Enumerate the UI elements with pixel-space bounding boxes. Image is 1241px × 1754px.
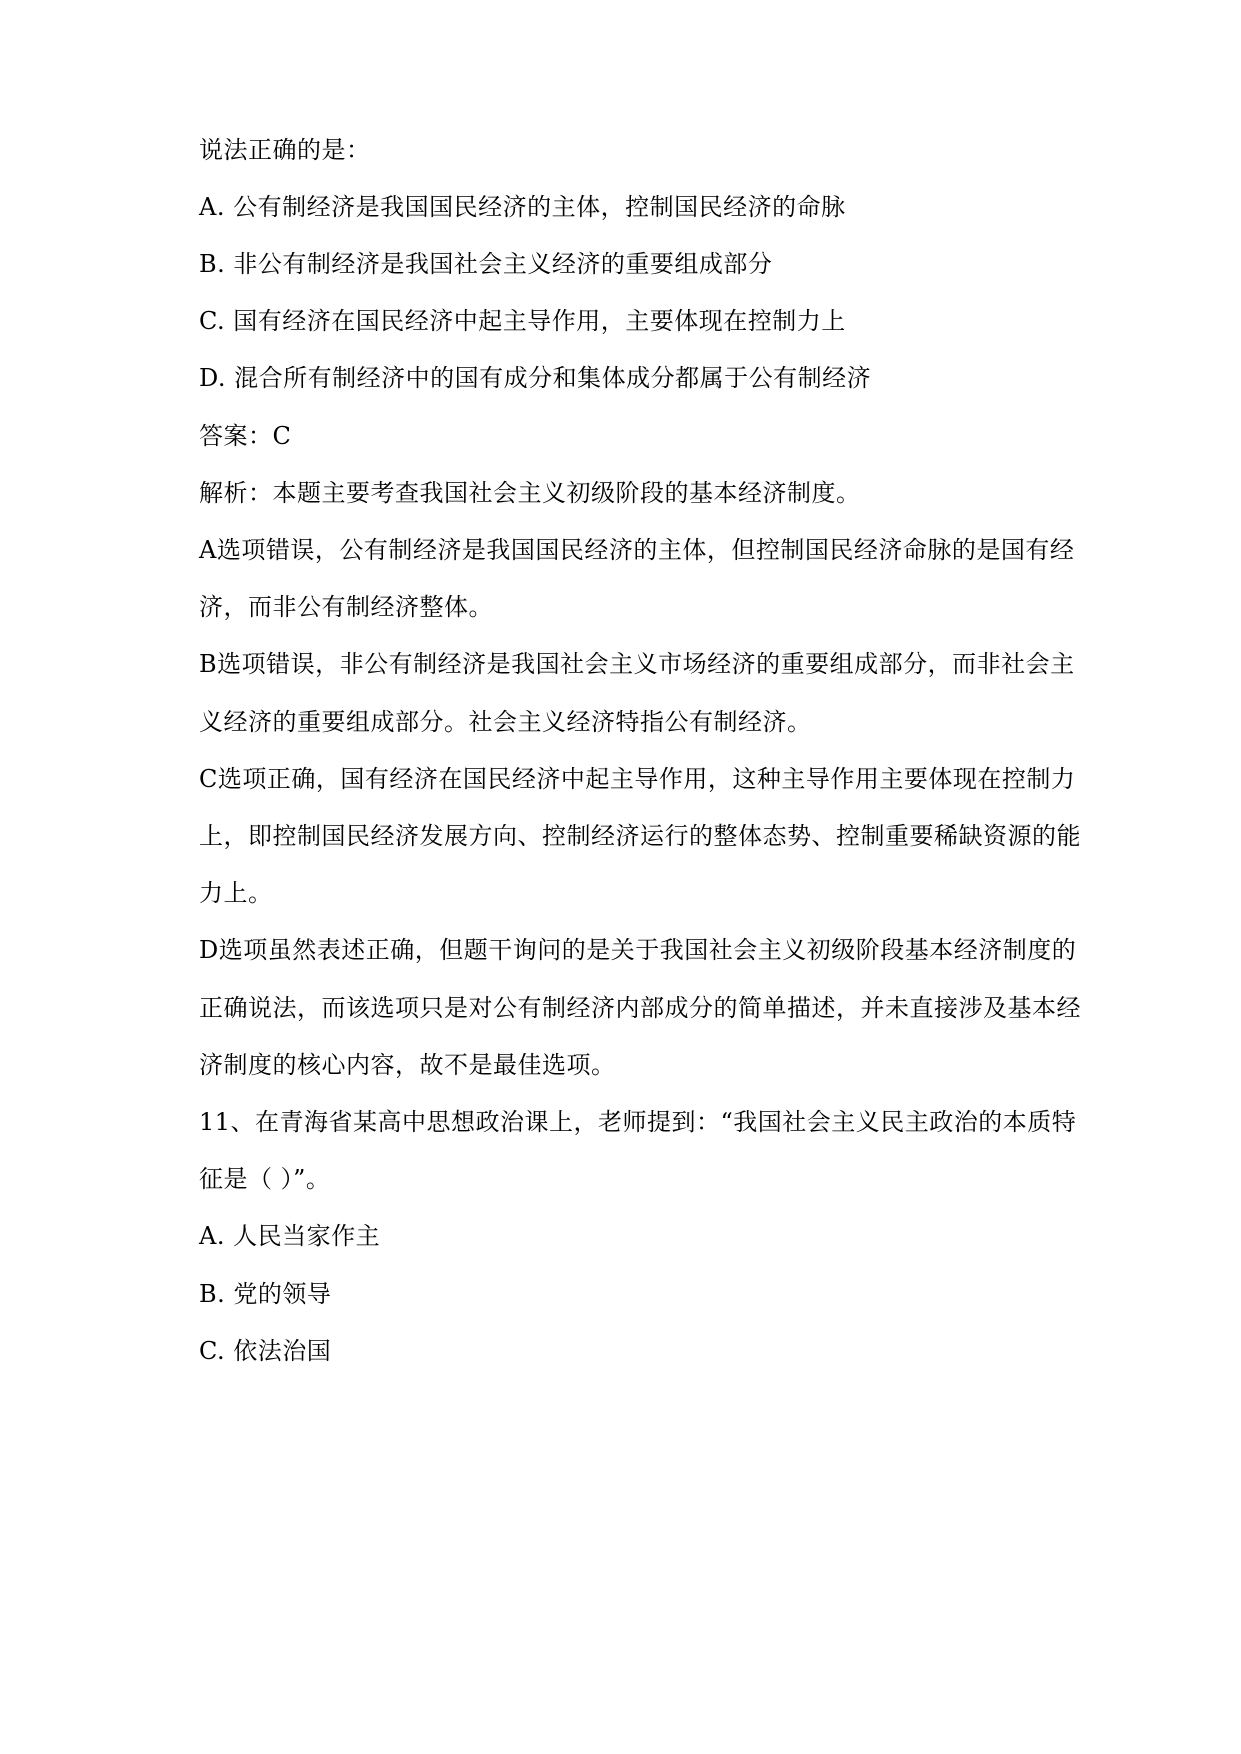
option-a: A. 人民当家作主 [199, 1222, 381, 1250]
option-b: B. 非公有制经济是我国社会主义经济的重要组成部分 [199, 250, 773, 278]
analysis-line: C选项正确，国有经济在国民经济中起主导作用，这种主导作用主要体现在控制力 [199, 765, 1076, 793]
answer-line: 答案：C [199, 422, 292, 450]
analysis-line: D选项虽然表述正确，但题干询问的是关于我国社会主义初级阶段基本经济制度的 [199, 936, 1077, 964]
analysis-line: 义经济的重要组成部分。社会主义经济特指公有制经济。 [199, 708, 812, 736]
analysis-line: 力上。 [199, 879, 273, 907]
analysis-line: 济，而非公有制经济整体。 [199, 593, 493, 621]
analysis-line: B选项错误，非公有制经济是我国社会主义市场经济的重要组成部分，而非社会主 [199, 650, 1075, 678]
analysis-line: 正确说法，而该选项只是对公有制经济内部成分的简单描述，并未直接涉及基本经 [199, 994, 1081, 1022]
option-b: B. 党的领导 [199, 1280, 332, 1308]
analysis-line: 济制度的核心内容，故不是最佳选项。 [199, 1051, 616, 1079]
analysis-line: 上，即控制国民经济发展方向、控制经济运行的整体态势、控制重要稀缺资源的能 [199, 822, 1081, 850]
question-stem: 征是（ ）”。 [199, 1165, 331, 1193]
option-d: D. 混合所有制经济中的国有成分和集体成分都属于公有制经济 [199, 364, 872, 392]
question-stem: 11、在青海省某高中思想政治课上，老师提到：“我国社会主义民主政治的本质特 [199, 1108, 1077, 1136]
option-c: C. 依法治国 [199, 1337, 332, 1365]
option-c: C. 国有经济在国民经济中起主导作用，主要体现在控制力上 [199, 307, 846, 335]
text-line: 说法正确的是： [199, 136, 371, 164]
analysis-line: A选项错误，公有制经济是我国国民经济的主体，但控制国民经济命脉的是国有经 [199, 536, 1075, 564]
analysis-heading: 解析：本题主要考查我国社会主义初级阶段的基本经济制度。 [199, 479, 861, 507]
option-a: A. 公有制经济是我国国民经济的主体，控制国民经济的命脉 [199, 193, 846, 221]
